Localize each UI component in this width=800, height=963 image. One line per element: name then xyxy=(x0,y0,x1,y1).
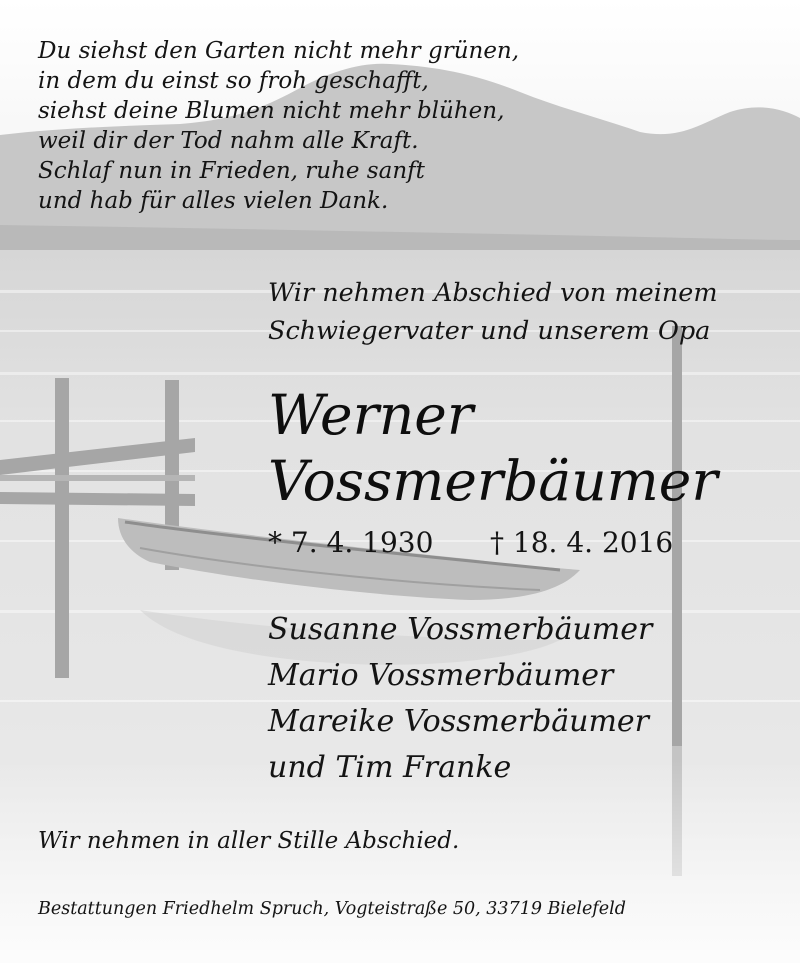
poem-line: siehst deine Blumen nicht mehr blühen, xyxy=(38,98,505,124)
poem-line: Schlaf nun in Frieden, ruhe sanft xyxy=(38,158,425,184)
closing-statement: Wir nehmen in aller Stille Abschied. xyxy=(38,828,460,854)
jetty-post-left xyxy=(55,378,69,678)
intro-line: Wir nehmen Abschied von meinem xyxy=(268,278,718,308)
farewell-intro xyxy=(268,274,718,350)
mourner-name: und Tim Franke xyxy=(268,750,512,785)
deceased-first-name: Werner xyxy=(268,383,474,447)
mourner-name: Susanne Vossmerbäumer xyxy=(268,612,653,647)
jetty-deck-lower xyxy=(0,492,195,506)
mourners-list xyxy=(268,607,652,791)
poem-line: Du siehst den Garten nicht mehr grünen, xyxy=(38,38,520,64)
death-date: † 18. 4. 2016 xyxy=(490,526,674,559)
mourner-name: Mario Vossmerbäumer xyxy=(268,658,614,693)
undertaker-address: Bestattungen Friedhelm Spruch, Vogteistraße 50, 33719 Bielefeld xyxy=(38,899,626,919)
poem-line: und hab für alles vielen Dank. xyxy=(38,188,389,214)
life-dates xyxy=(268,523,688,563)
deceased-name xyxy=(268,382,718,514)
intro-line: Schwiegervater und unserem Opa xyxy=(268,316,711,346)
poem xyxy=(38,36,519,216)
birth-date: * 7. 4. 1930 xyxy=(268,526,434,559)
poem-line: weil dir der Tod nahm alle Kraft. xyxy=(38,128,419,154)
poem-line: in dem du einst so froh geschafft, xyxy=(38,68,429,94)
deceased-last-name: Vossmerbäumer xyxy=(268,449,718,513)
mourner-name: Mareike Vossmerbäumer xyxy=(268,704,650,739)
